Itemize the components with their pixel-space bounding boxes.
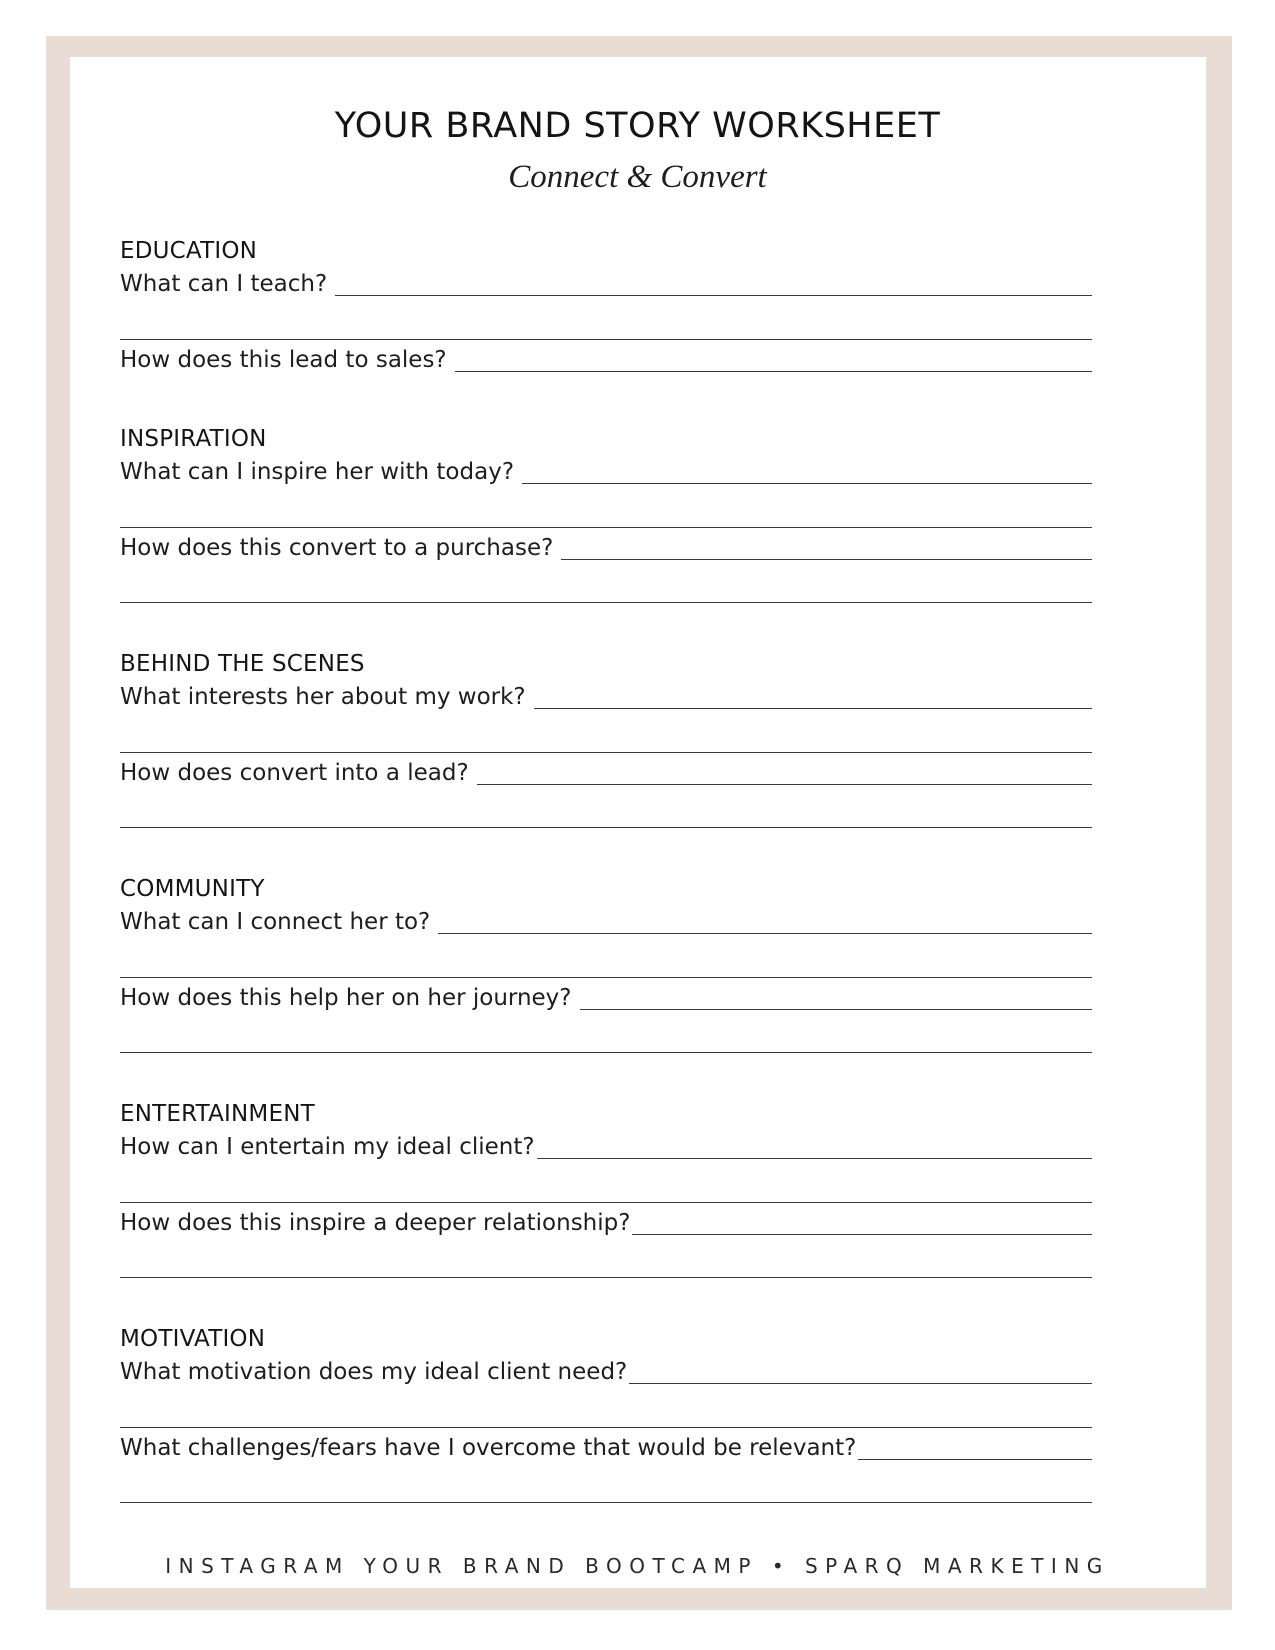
answer-line[interactable] xyxy=(335,294,1092,296)
answer-line[interactable] xyxy=(477,783,1092,785)
answer-line[interactable] xyxy=(438,932,1092,934)
section-heading: COMMUNITY xyxy=(120,876,265,902)
answer-line[interactable] xyxy=(120,1427,1092,1428)
answer-line[interactable] xyxy=(580,1008,1093,1010)
section-heading: ENTERTAINMENT xyxy=(120,1101,315,1127)
question-label: How does this inspire a deeper relationship? xyxy=(120,1210,631,1236)
footer-credit: INSTAGRAM YOUR BRAND BOOTCAMP • SPARQ MARKETING xyxy=(165,1554,1110,1578)
section-heading: INSPIRATION xyxy=(120,426,267,452)
answer-line[interactable] xyxy=(120,1052,1092,1053)
question-row xyxy=(120,1131,1092,1161)
question-label: How does this help her on her journey? xyxy=(120,985,572,1011)
question-row xyxy=(120,757,1092,787)
answer-line[interactable] xyxy=(561,558,1092,560)
answer-line[interactable] xyxy=(632,1233,1092,1235)
answer-line[interactable] xyxy=(120,339,1092,340)
question-row xyxy=(120,532,1092,562)
question-row xyxy=(120,344,1092,374)
question-label: How does this lead to sales? xyxy=(120,347,447,373)
question-label: What challenges/fears have I overcome that would be relevant? xyxy=(120,1435,857,1461)
section-heading: MOTIVATION xyxy=(120,1326,266,1352)
answer-line[interactable] xyxy=(629,1382,1092,1384)
question-label: What interests her about my work? xyxy=(120,684,526,710)
answer-line[interactable] xyxy=(120,527,1092,528)
question-row xyxy=(120,1207,1092,1237)
answer-line[interactable] xyxy=(522,482,1092,484)
answer-line[interactable] xyxy=(120,1202,1092,1203)
question-label: What motivation does my ideal client need? xyxy=(120,1359,628,1385)
answer-line[interactable] xyxy=(120,602,1092,603)
answer-line[interactable] xyxy=(120,1277,1092,1278)
question-row xyxy=(120,1432,1092,1462)
answer-line[interactable] xyxy=(534,707,1092,709)
question-label: How can I entertain my ideal client? xyxy=(120,1134,535,1160)
answer-line[interactable] xyxy=(120,977,1092,978)
question-label: How does this convert to a purchase? xyxy=(120,535,554,561)
question-row xyxy=(120,906,1092,936)
question-row xyxy=(120,456,1092,486)
worksheet-title: YOUR BRAND STORY WORKSHEET xyxy=(334,106,941,146)
answer-line[interactable] xyxy=(120,752,1092,753)
question-label: What can I teach? xyxy=(120,271,328,297)
question-row xyxy=(120,1356,1092,1386)
section-heading: BEHIND THE SCENES xyxy=(120,651,365,677)
answer-line[interactable] xyxy=(858,1458,1092,1460)
answer-line[interactable] xyxy=(120,1502,1092,1503)
question-label: How does convert into a lead? xyxy=(120,760,469,786)
question-row xyxy=(120,268,1092,298)
question-row xyxy=(120,982,1092,1012)
answer-line[interactable] xyxy=(455,370,1092,372)
question-label: What can I connect her to? xyxy=(120,909,431,935)
answer-line[interactable] xyxy=(537,1157,1092,1159)
answer-line[interactable] xyxy=(120,827,1092,828)
worksheet-subtitle: Connect & Convert xyxy=(508,159,767,195)
question-row xyxy=(120,681,1092,711)
section-heading: EDUCATION xyxy=(120,238,258,264)
question-label: What can I inspire her with today? xyxy=(120,459,515,485)
